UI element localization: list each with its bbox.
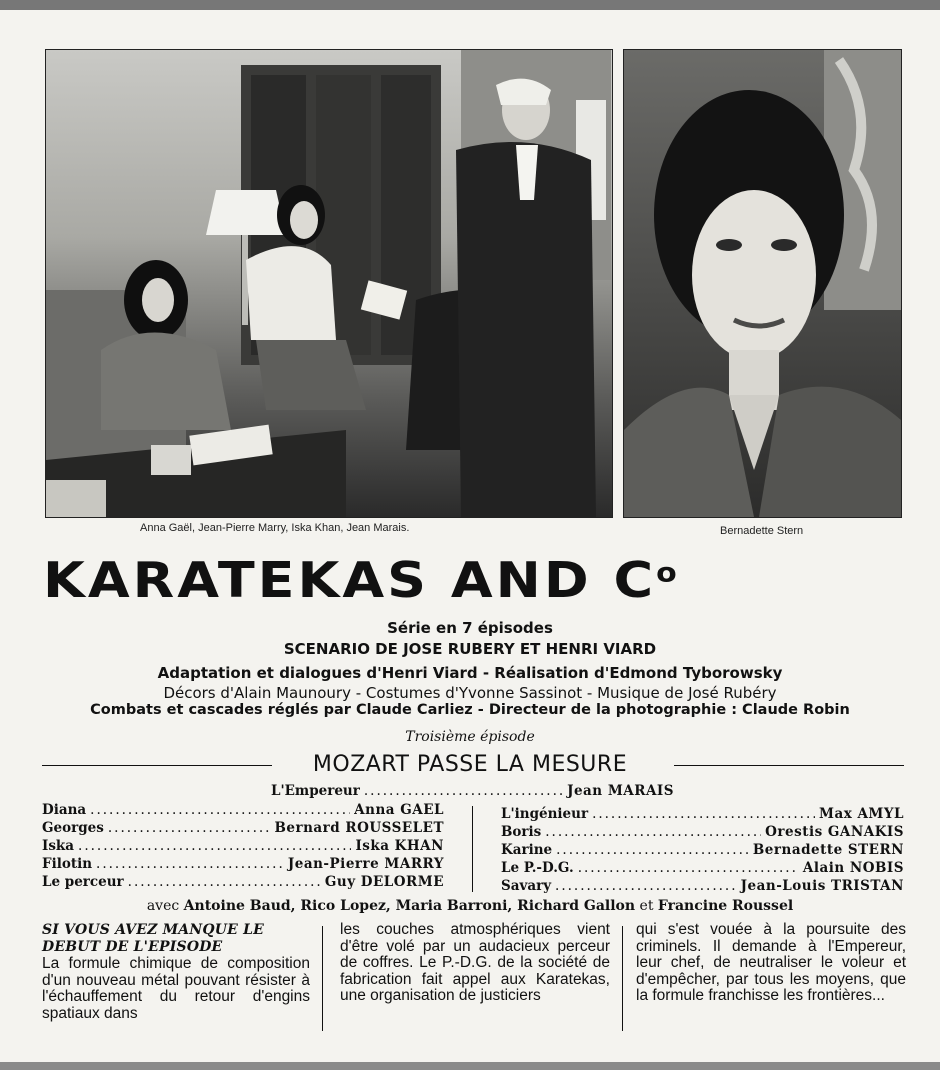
also-prefix: avec <box>146 898 180 914</box>
cast-role: L'Empereur <box>271 783 360 799</box>
leader-dots <box>78 838 351 854</box>
photo-caption-right: Bernadette Stern <box>720 525 804 537</box>
photo-caption-left: Anna Gaël, Jean-Pierre Marry, Iska Khan, Jean Marais. <box>140 522 410 534</box>
cast-actor: Jean-Louis TRISTAN <box>740 878 904 894</box>
summary-column-2 <box>340 922 610 1005</box>
cast-role: Georges <box>42 820 104 836</box>
cast-group-photo <box>45 49 613 518</box>
leader-dots <box>592 806 815 822</box>
cast-row-left <box>42 802 444 818</box>
leader-dots <box>128 874 321 890</box>
cast-actor: Max AMYL <box>819 806 904 822</box>
leader-dots <box>578 860 799 876</box>
page-title <box>43 552 913 609</box>
also-and: et <box>639 898 654 914</box>
episode-label: Troisième épisode <box>405 729 535 745</box>
cast-row-right <box>501 842 904 858</box>
cast-actor: Jean MARAIS <box>567 783 674 799</box>
leader-dots <box>545 824 761 840</box>
cast-column-divider <box>472 806 473 892</box>
cast-row-right <box>501 824 904 840</box>
cast-actor: Alain NOBIS <box>802 860 904 876</box>
series-info: Série en 7 épisodes <box>387 619 553 637</box>
cast-actor: Guy DELORME <box>324 874 444 890</box>
cast-group-illustration <box>46 50 612 517</box>
leader-dots <box>364 783 563 799</box>
decors-credit: Décors d'Alain Maunoury - Costumes d'Yvonne Sassinot - Musique de José Rubéry <box>163 684 777 702</box>
cast-row-right <box>501 860 904 876</box>
cast-role: Diana <box>42 802 87 818</box>
summary-text-2: les couches atmosphériques vient d'être volé par un audacieux perceur de coffres. Le P.-D.G. de la société de fabrication fait appel aux Karatekas, une organisation de justiciers <box>340 921 610 1004</box>
cast-row-left <box>42 856 444 872</box>
cast-actor: Bernadette STERN <box>752 842 904 858</box>
column-separator <box>322 926 323 1031</box>
cast-row-left <box>42 820 444 836</box>
summary-text-1: La formule chimique de composition d'un nouveau métal pouvant résister à l'échauffement du retour d'engins spatiaux dans <box>42 955 310 1022</box>
episode-title-text: MOZART PASSE LA MESURE <box>305 752 635 777</box>
scenario-credit: SCENARIO DE JOSE RUBERY ET HENRI VIARD <box>283 640 657 658</box>
title-superscript: o <box>656 557 680 589</box>
cast-row-left <box>42 874 444 890</box>
cast-actor: Bernard ROUSSELET <box>274 820 444 836</box>
cast-lead <box>271 783 674 799</box>
cast-actor: Jean-Pierre MARRY <box>287 856 444 872</box>
portrait-photo <box>623 49 902 518</box>
episode-title <box>0 752 940 777</box>
cast-row-right <box>501 806 904 822</box>
cast-actor: Orestis GANAKIS <box>765 824 904 840</box>
cast-role: Savary <box>501 878 552 894</box>
summary-column-1 <box>42 922 310 1022</box>
column-separator <box>622 926 623 1031</box>
cast-role: Le perceur <box>42 874 124 890</box>
cast-row-right <box>501 878 904 894</box>
leader-dots <box>555 878 737 894</box>
cast-actor: Iska KHAN <box>355 838 444 854</box>
leader-dots <box>108 820 271 836</box>
also-names: Antoine Baud, Rico Lopez, Maria Barroni, Richard Gallon <box>183 898 636 914</box>
title-text: KARATEKAS AND C <box>43 552 657 609</box>
combats-credit: Combats et cascades réglés par Claude Carliez - Directeur de la photographie : Claude Robin <box>90 702 850 718</box>
cast-role: L'ingénieur <box>501 806 589 822</box>
cast-role: Karine <box>501 842 553 858</box>
cast-row-left <box>42 838 444 854</box>
leader-dots <box>90 802 350 818</box>
summary-column-3 <box>636 922 906 1005</box>
cast-role: Iska <box>42 838 75 854</box>
portrait-illustration <box>624 50 901 517</box>
adaptation-credit: Adaptation et dialogues d'Henri Viard - Réalisation d'Edmond Tyborowsky <box>157 664 783 682</box>
summary-text-3: qui s'est vouée à la poursuite des criminels. Il demande à l'Empereur, leur chef, de neutraliser le voleur et d'empêcher, par tous les moyens, que la formule franchisse les frontières... <box>636 921 906 1004</box>
leader-dots <box>96 856 284 872</box>
cast-actor: Anna GAEL <box>354 802 444 818</box>
also-last: Francine Roussel <box>657 898 794 914</box>
supporting-cast <box>0 898 940 914</box>
leader-dots <box>556 842 749 858</box>
recap-heading: SI VOUS AVEZ MANQUE LE DEBUT DE L'EPISODE <box>42 922 265 955</box>
cast-role: Boris <box>501 824 542 840</box>
cast-role: Filotin <box>42 856 93 872</box>
cast-role: Le P.-D.G. <box>501 860 574 876</box>
